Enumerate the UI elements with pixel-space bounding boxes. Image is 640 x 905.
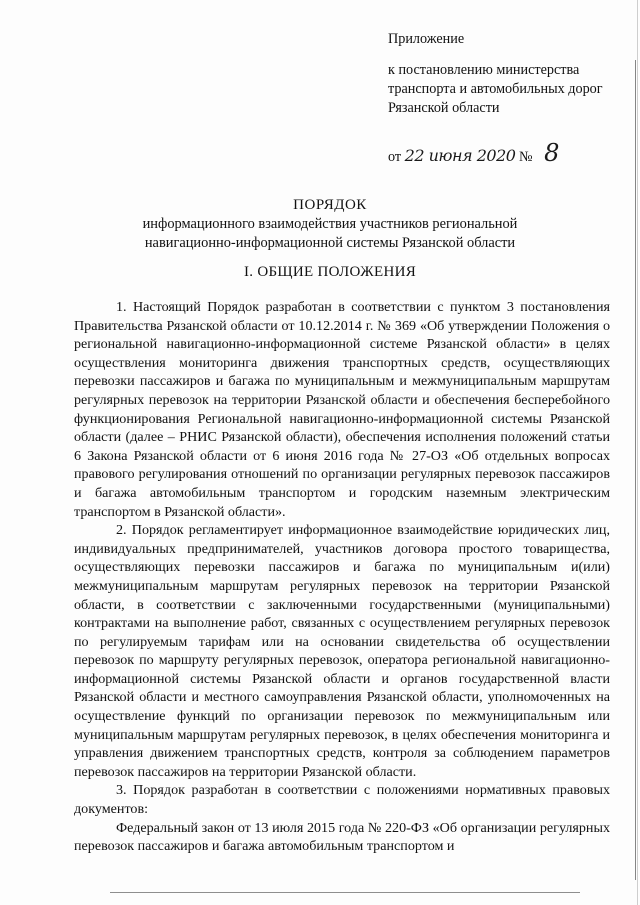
paragraph: 1. Настоящий Порядок разработан в соответствии с пунктом 3 постановления Правительства Рязанской области от 10.12.2014 г. № 369 «Об утверждении Положения о региональной навигационно-информационной системе Рязанской области» в целях осуществления мониторинга движения транспортных средств, осуществляющих перевозки пассажиров и багажа по муниципальным и межмуниципальным маршрутам регулярных перевозок на территории Рязанской области и обеспечения бесперебойного функционирования Региональной навигационно-информационной системы Рязанской области (далее – РНИС Рязанской области), обеспечения исполнения положений статьи 6 Закона Рязанской области от 6 июня 2016 года № 27-ОЗ «Об отдельных вопросах правового регулирования отношений по организации регулярных перевозок пассажиров и багажа автомобильным транспортом и городским наземным электрическим транспортом в Рязанской области». bbox=[74, 299, 610, 520]
appendix-date-line bbox=[388, 139, 628, 167]
appendix-block bbox=[388, 30, 628, 167]
appendix-line: транспорта и автомобильных дорог bbox=[388, 81, 603, 97]
handwritten-number: 8 bbox=[544, 139, 559, 167]
scan-edge-line bbox=[635, 60, 636, 880]
document-subtitle-line: навигационно-информационной системы Рязанской области bbox=[144, 235, 516, 251]
appendix-line: к постановлению министерства bbox=[388, 62, 580, 78]
section-heading: I. ОБЩИЕ ПОЛОЖЕНИЯ bbox=[243, 264, 417, 280]
document-subtitle-line: информационного взаимодействия участников региональной bbox=[142, 216, 518, 232]
number-prefix: № bbox=[518, 149, 533, 165]
handwritten-date: 22 июня 2020 bbox=[404, 146, 516, 165]
date-prefix: от bbox=[388, 149, 402, 165]
appendix-title: Приложение bbox=[388, 31, 465, 47]
paragraph: 2. Порядок регламентирует информационное взаимодействие юридических лиц, индивидуальных предпринимателей, участников договора простого товарищества, осуществляющих перевозки пассажиров и багажа по муниципальным и(или) межмуниципальным маршрутам регулярных перевозок на территории Рязанской области, в соответствии с заключенными государственными (муниципальными) контрактами на выполнение работ, связанных с осуществлением регулярных перевозок по регулируемым тарифам или на основании свидетельства об осуществлении перевозок по маршруту регулярных перевозок, оператора региональной навигационно-информационной системы Рязанской области и органов государственной власти Рязанской области и местного самоуправления Рязанской области, уполномоченных на осуществление функций по организации перевозок по межмуниципальным или муниципальным маршрутам регулярных перевозок, в целях обеспечения мониторинга и управления движением транспортных средств, контроля за соблюдением параметров перевозок пассажиров на территории Рязанской области. bbox=[74, 522, 610, 780]
paragraph: 3. Порядок разработан в соответствии с положениями нормативных правовых документов: bbox=[74, 782, 610, 818]
appendix-line: Рязанской области bbox=[388, 100, 500, 116]
scan-edge-line bbox=[637, 0, 638, 905]
document-title-block bbox=[60, 196, 600, 253]
scan-bottom-line bbox=[110, 892, 580, 893]
document-title: ПОРЯДОК bbox=[293, 197, 367, 213]
paragraph: Федеральный закон от 13 июля 2015 года № 220-ФЗ «Об организации регулярных перевозок пассажиров и багажа автомобильным транспортом и bbox=[74, 819, 610, 855]
document-body bbox=[74, 298, 610, 856]
